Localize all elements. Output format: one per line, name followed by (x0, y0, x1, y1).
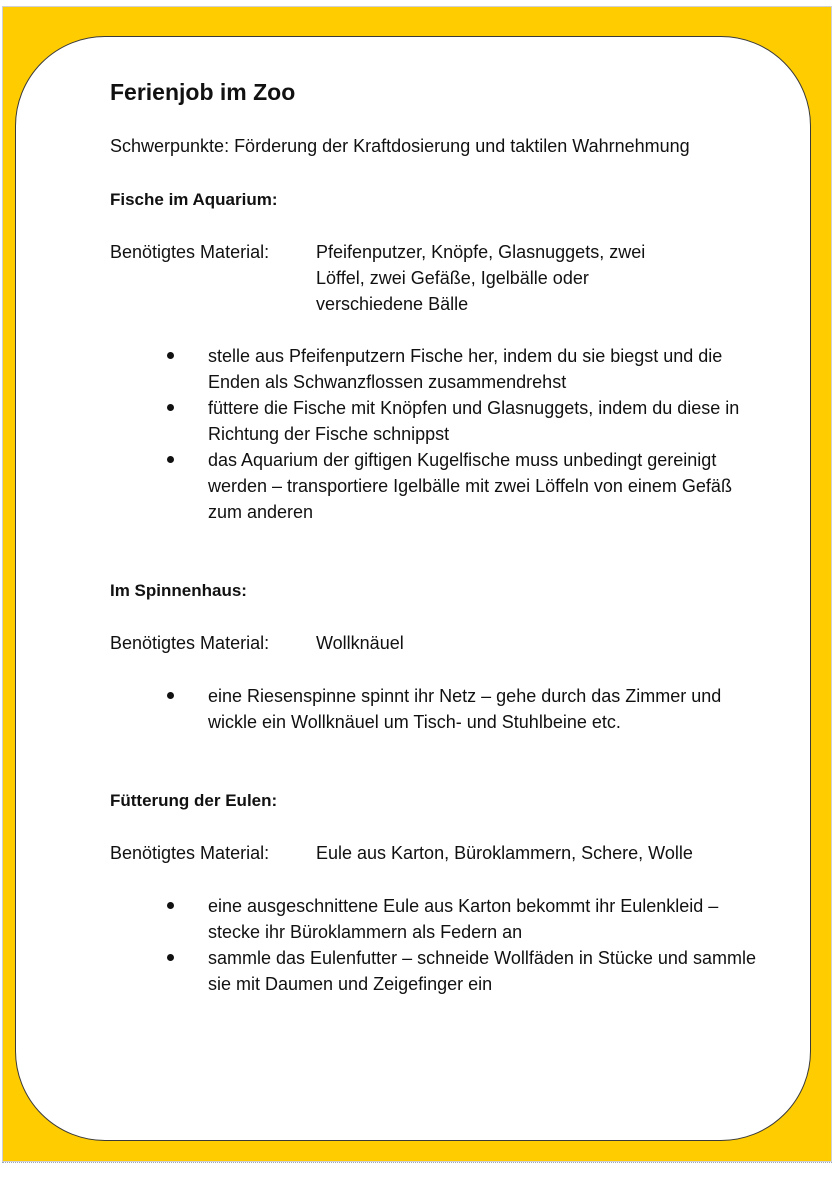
list-item: füttere die Fische mit Knöpfen und Glasnuggets, indem du diese in Richtung der Fische schnippst (110, 395, 768, 447)
section-heading-owls: Fütterung der Eulen: (110, 791, 278, 810)
material-label: Benötigtes Material: (110, 242, 270, 262)
list-item: sammle das Eulenfutter – schneide Wollfäden in Stücke und sammle sie mit Daumen und Zeigefinger ein (110, 945, 768, 997)
section-heading-spider-house: Im Spinnenhaus: (110, 581, 247, 600)
bullet-icon (167, 404, 174, 411)
bullet-icon (167, 352, 174, 359)
material-row-owls (110, 840, 736, 866)
list-item: eine ausgeschnittene Eule aus Karton bekommt ihr Eulenkleid – stecke ihr Büroklammern als Federn an (110, 893, 768, 945)
bullet-icon (167, 692, 174, 699)
focus-subtitle: Schwerpunkte: Förderung der Kraftdosierung und taktilen Wahrnehmung (110, 136, 690, 156)
bullet-icon (167, 954, 174, 961)
material-value-spider-house: Wollknäuel (316, 633, 404, 653)
material-value-aquarium: Pfeifenputzer, Knöpfe, Glasnuggets, zwei Löffel, zwei Gefäße, Igelbälle oder verschiedene Bälle (316, 242, 646, 314)
bullet-list-aquarium (110, 343, 768, 525)
bullet-icon (167, 456, 174, 463)
material-label: Benötigtes Material: (110, 633, 270, 653)
material-label: Benötigtes Material: (110, 843, 270, 863)
material-value-owls: Eule aus Karton, Büroklammern, Schere, Wolle (316, 843, 693, 863)
list-item: eine Riesenspinne spinnt ihr Netz – gehe durch das Zimmer und wickle ein Wollknäuel um Tisch- und Stuhlbeine etc. (110, 683, 768, 735)
section-heading-aquarium: Fische im Aquarium: (110, 190, 278, 209)
material-row-aquarium (110, 239, 661, 317)
bullet-icon (167, 902, 174, 909)
material-row-spider-house (110, 630, 676, 656)
list-item: stelle aus Pfeifenputzern Fische her, indem du sie biegst und die Enden als Schwanzflossen zusammendrehst (110, 343, 768, 395)
page-edge-line (2, 1162, 832, 1164)
bullet-list-owls (110, 893, 768, 997)
page-title: Ferienjob im Zoo (110, 79, 296, 105)
list-item: das Aquarium der giftigen Kugelfische muss unbedingt gereinigt werden – transportiere Igelbälle mit zwei Löffeln von einem Gefäß zum anderen (110, 447, 768, 525)
bullet-list-spider-house (110, 683, 768, 735)
